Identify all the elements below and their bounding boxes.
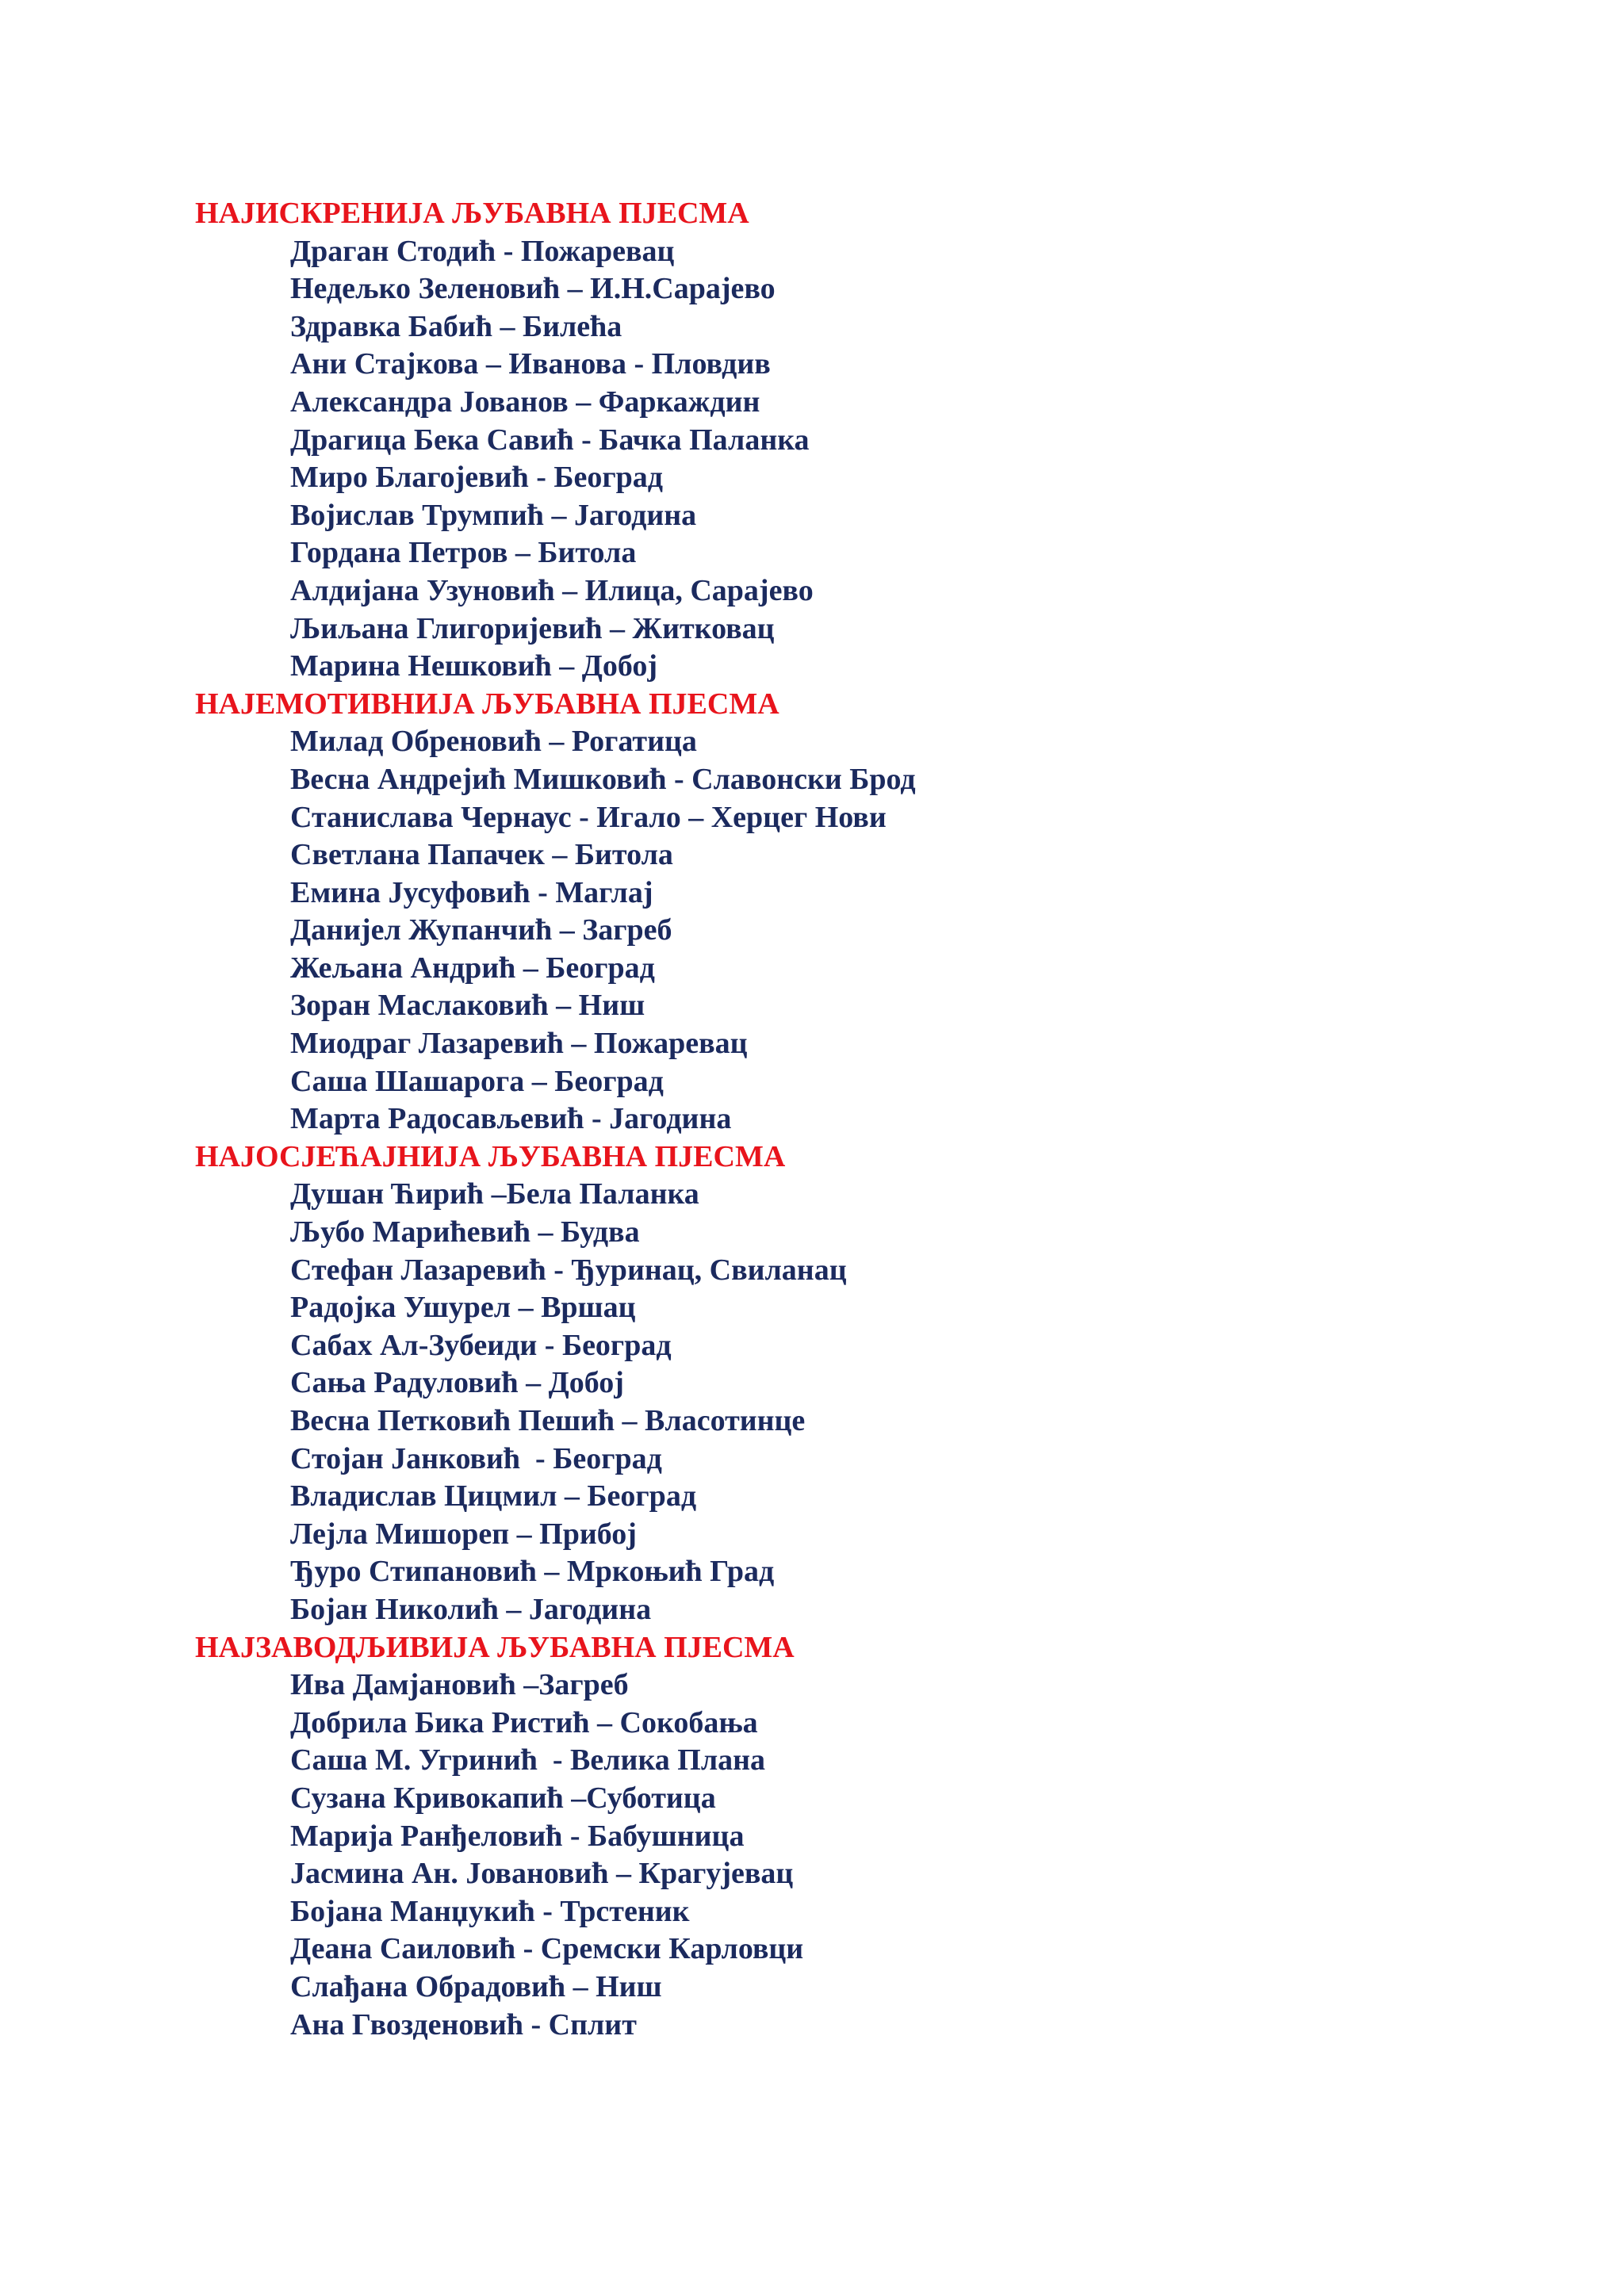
- list-item: Војислав Трумпић – Јагодина: [290, 498, 697, 532]
- list-item: Стефан Лазаревић - Ђуринац, Свиланац: [290, 1253, 847, 1287]
- list-item: Марта Радосављевић - Јагодина: [290, 1102, 732, 1136]
- list-item: Деана Саиловић - Сремски Карловци: [290, 1932, 804, 1966]
- list-item: Сабах Ал-Зубеиди - Београд: [290, 1328, 672, 1362]
- list-item: Ива Дамјановић –Загреб: [290, 1668, 629, 1702]
- list-item: Весна Петковић Пешић – Власотинце: [290, 1404, 806, 1437]
- list-item: Душан Ћирић –Бела Паланка: [290, 1177, 699, 1211]
- list-item: Миодраг Лазаревић – Пожаревац: [290, 1027, 748, 1061]
- list-item: Данијел Жупанчић – Загреб: [290, 913, 672, 947]
- list-item: Алдијана Узуновић – Илица, Сарајево: [290, 573, 814, 607]
- award-list: [195, 195, 1543, 2044]
- list-item: Ана Гвозденовић - Сплит: [290, 2007, 637, 2042]
- list-item: Ђуро Стипановић – Мркоњић Град: [290, 1555, 775, 1589]
- section-heading: НАЈЕМОТИВНИЈА ЉУБАВНА ПЈЕСМА: [195, 687, 779, 721]
- section-heading: НАЈЗАВОДЉИВИЈА ЉУБАВНА ПЈЕСМА: [195, 1630, 795, 1664]
- section-heading: НАЈОСЈЕЋАЈНИЈА ЉУБАВНА ПЈЕСМА: [195, 1139, 786, 1173]
- list-item: Бојан Николић – Јагодина: [290, 1592, 652, 1626]
- section-heading: НАЈИСКРЕНИЈА ЉУБАВНА ПЈЕСМА: [195, 197, 749, 230]
- list-item: Драгица Бека Савић - Бачка Паланка: [290, 423, 810, 457]
- list-item: Сузана Кривокапић –Суботица: [290, 1781, 716, 1815]
- list-item: Зоран Маслаковић – Ниш: [290, 989, 645, 1023]
- list-item: Ани Стајкова – Иванова - Пловдив: [290, 347, 771, 381]
- list-item: Саша М. Угринић - Велика Плана: [290, 1743, 766, 1777]
- list-item: Весна Андрејић Мишковић - Славонски Брод: [290, 762, 916, 796]
- list-item: Сања Радуловић – Добој: [290, 1366, 624, 1400]
- list-item: Станислава Чернаус - Игало – Херцег Нови: [290, 800, 887, 834]
- list-item: Александра Јованов – Фаркаждин: [290, 385, 760, 419]
- list-item: Љиљана Глигоријевић – Житковац: [290, 611, 775, 645]
- list-item: Милад Обреновић – Рогатица: [290, 725, 697, 759]
- list-item: Саша Шашарога – Београд: [290, 1064, 664, 1098]
- list-item: Слађана Обрадовић – Ниш: [290, 1969, 662, 2003]
- list-item: Марина Нешковић – Добој: [290, 649, 658, 683]
- list-item: Недељко Зеленовић – И.Н.Сарајево: [290, 272, 776, 306]
- list-item: Марија Ранђеловић - Бабушница: [290, 1819, 745, 1853]
- list-item: Лејла Мишореп – Прибој: [290, 1517, 637, 1551]
- list-item: Гордана Петров – Битола: [290, 536, 637, 570]
- list-item: Миро Благојевић - Београд: [290, 461, 663, 495]
- list-item: Бојана Манџукић - Трстеник: [290, 1894, 690, 1928]
- list-item: Владислав Цицмил – Београд: [290, 1479, 697, 1513]
- list-item: Добрила Бика Ристић – Сокобања: [290, 1705, 758, 1739]
- list-item: Стојан Јанковић - Београд: [290, 1441, 662, 1475]
- list-item: Здравка Бабић – Билећа: [290, 309, 622, 343]
- list-item: Јасмина Ан. Јовановић – Крагујевац: [290, 1857, 794, 1891]
- list-item: Светлана Папачек – Битола: [290, 838, 673, 872]
- list-item: Радојка Ушурел – Вршац: [290, 1291, 636, 1325]
- list-item: Жељана Андрић – Београд: [290, 951, 655, 985]
- list-item: Емина Јусуфовић - Маглај: [290, 875, 653, 909]
- list-item: Драган Стодић - Пожаревац: [290, 234, 675, 268]
- list-item: Љубо Марићевић – Будва: [290, 1215, 640, 1249]
